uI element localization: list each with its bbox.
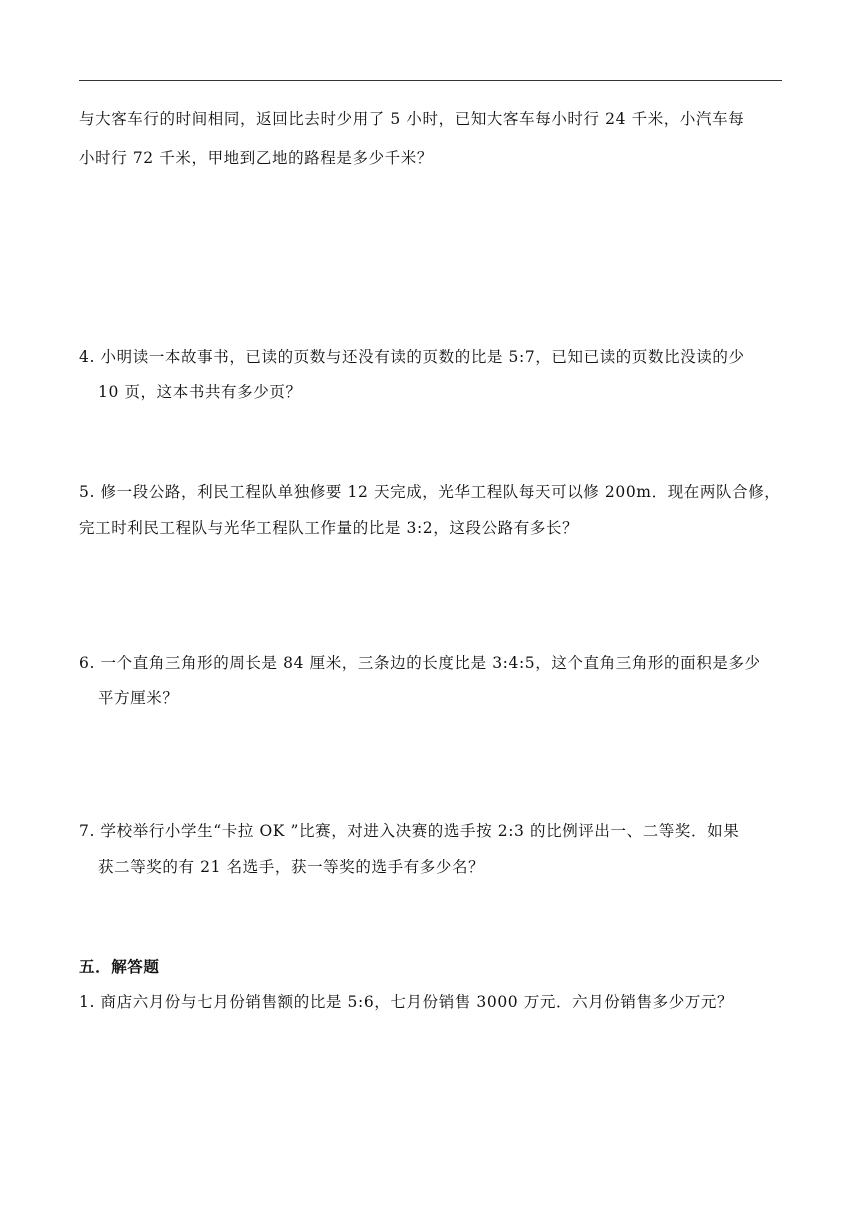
question-7-line-1: 7. 学校举行小学生“卡拉 OK ”比赛，对进入决赛的选手按 2:3 的比例评出一、二等奖．如果 bbox=[79, 822, 740, 840]
section-5-question-1: 1. 商店六月份与七月份销售额的比是 5:6，七月份销售 3000 万元．六月份销售多少万元？ bbox=[79, 993, 734, 1011]
continued-question-line-2: 小时行 72 千米，甲地到乙地的路程是多少千米？ bbox=[79, 149, 433, 167]
question-6-line-2: 平方厘米？ bbox=[98, 689, 179, 707]
question-4-line-2: 10 页，这本书共有多少页？ bbox=[98, 383, 302, 401]
continued-question-line-1: 与大客车行的时间相同，返回比去时少用了 5 小时，已知大客车每小时行 24 千米，小汽车每 bbox=[79, 110, 745, 128]
question-5-line-1: 5. 修一段公路，利民工程队单独修要 12 天完成，光华工程队每天可以修 200m．现在两队合修， bbox=[79, 483, 781, 501]
question-7-line-2: 获二等奖的有 21 名选手，获一等奖的选手有多少名？ bbox=[98, 858, 485, 876]
question-5-line-2: 完工时利民工程队与光华工程队工作量的比是 3:2，这段公路有多长？ bbox=[79, 519, 579, 537]
question-6-line-1: 6. 一个直角三角形的周长是 84 厘米，三条边的长度比是 3:4:5，这个直角三角形的面积是多少 bbox=[79, 654, 761, 672]
question-4-line-1: 4. 小明读一本故事书，已读的页数与还没有读的页数的比是 5:7，已知已读的页数比没读的少 bbox=[79, 348, 745, 366]
header-rule bbox=[79, 80, 782, 81]
section-5-heading: 五．解答题 bbox=[79, 957, 160, 976]
